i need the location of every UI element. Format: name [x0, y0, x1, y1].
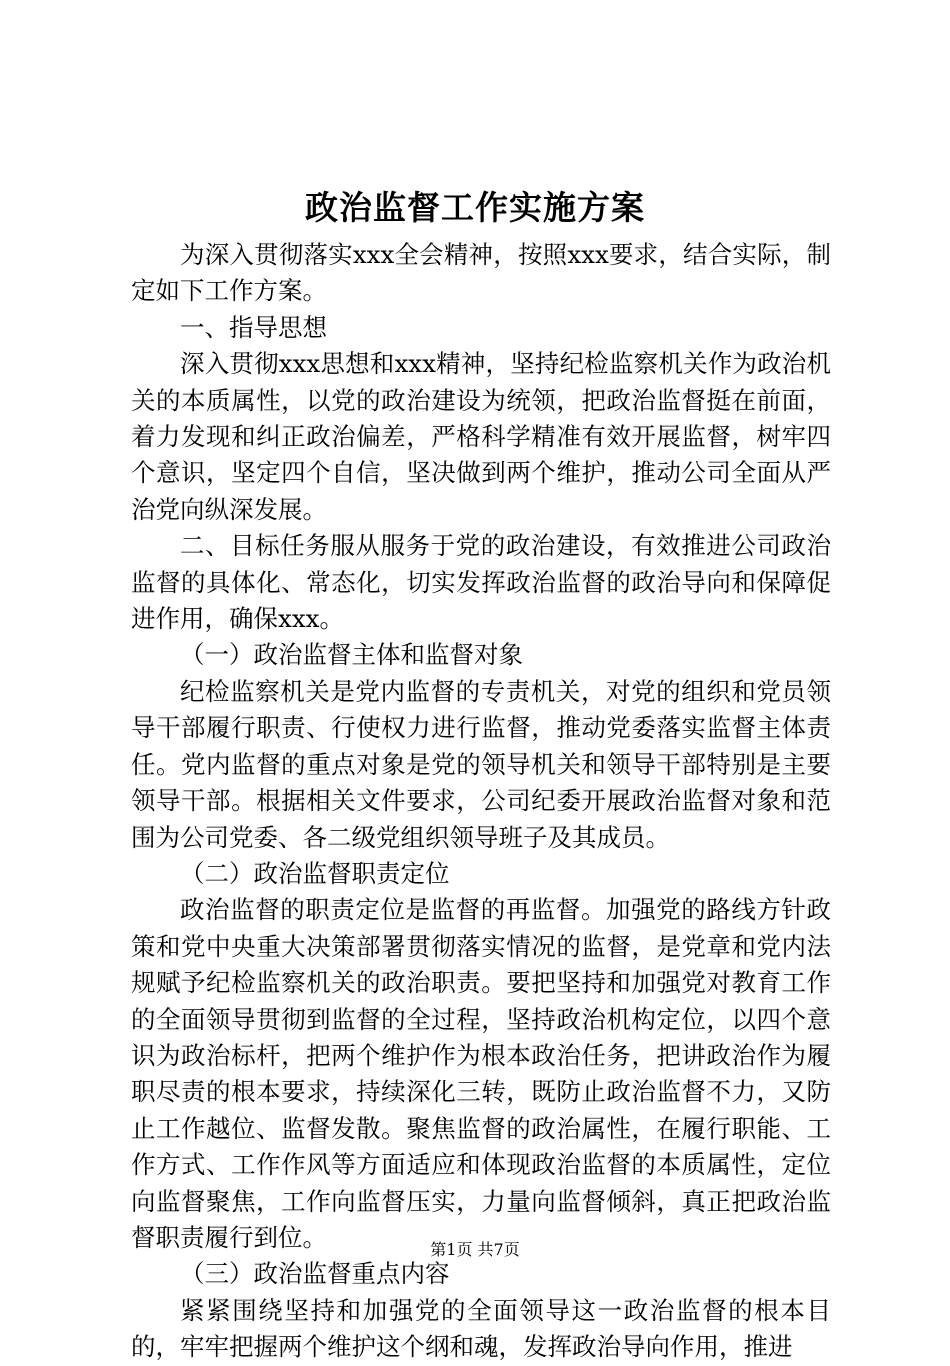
page-number: 第1页 共7页 [430, 1240, 520, 1259]
paragraph-duty-positioning: 政治监督的职责定位是监督的再监督。加强党的路线方针政策和党中央重大决策部署贯彻落实情况的监督，是党章和党内法规赋予纪检监察机关的政治职责。要把坚持和加强党对教育工作的全面领导贯彻到监督的全过程，坚持政治机构定位，以四个意识为政治标杆，把两个维护作为根本政治任务，把讲政治作为履职尽责的根本要求，持续深化三转，既防止政治监督不力，又防止工作越位、监督发散。聚焦监督的政治属性，在履行职能、工作方式、工作作风等方面适应和体现政治监督的本质属性，定位向监督聚焦，工作向监督压实，力量向监督倾斜，真正把政治监督职责履行到位。 [131, 895, 831, 1252]
heading-key-content: （三）政治监督重点内容 [180, 1259, 450, 1289]
paragraph-supervision-subject: 纪检监察机关是党内监督的专责机关，对党的组织和党员领导干部履行职责、行使权力进行监督，推动党委落实监督主体责任。党内监督的重点对象是党的领导机关和领导干部特别是主要领导干部。根据相关文件要求，公司纪委开展政治监督对象和范围为公司党委、各二级党组织领导班子及其成员。 [131, 676, 831, 852]
paragraph-guiding-ideology: 深入贯彻xxx思想和xxx精神，坚持纪检监察机关作为政治机关的本质属性，以党的政治建设为统领，把政治监督挺在前面，着力发现和纠正政治偏差，严格科学精准有效开展监督，树牢四个意识，坚定四个自信，坚决做到两个维护，推动公司全面从严治党向纵深发展。 [131, 349, 831, 524]
heading-guiding-ideology: 一、指导思想 [180, 312, 327, 342]
paragraph-goals-tasks: 二、目标任务服从服务于党的政治建设，有效推进公司政治监督的具体化、常态化，切实发挥政治监督的政治导向和保障促进作用，确保xxx。 [131, 531, 831, 634]
paragraph-intro: 为深入贯彻落实xxx全会精神，按照xxx要求，结合实际，制定如下工作方案。 [131, 240, 831, 306]
document-title: 政治监督工作实施方案 [305, 188, 645, 227]
document-body [131, 237, 831, 1366]
heading-supervision-subject: （一）政治监督主体和监督对象 [180, 640, 523, 670]
heading-duty-positioning: （二）政治监督职责定位 [180, 858, 450, 888]
paragraph-key-content: 紧紧围绕坚持和加强党的全面领导这一政治监督的根本目的，牢牢把握两个维护这个纲和魂，发挥政治导向作用，推进 [131, 1295, 831, 1362]
